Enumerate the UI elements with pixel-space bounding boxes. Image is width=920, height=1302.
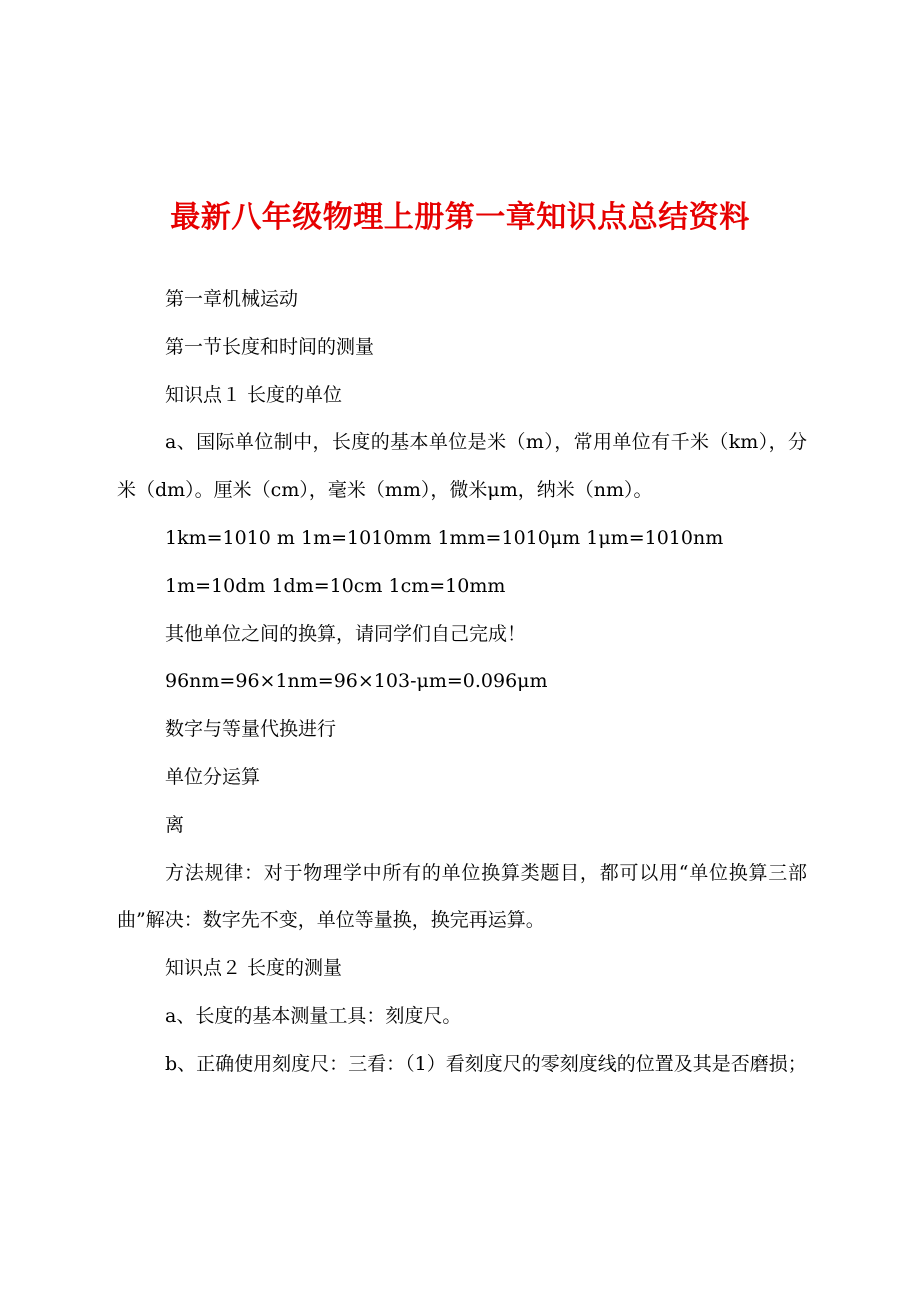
paragraph-knowledge-point-2: 知识点２ 长度的测量 bbox=[165, 957, 343, 980]
paragraph-annotation-1: 数字与等量代换进行 bbox=[165, 718, 337, 741]
paragraph-example: 96nm=96×1nm=96×103-μm=0.096μm bbox=[165, 670, 548, 693]
paragraph-knowledge-point-1: 知识点１ 长度的单位 bbox=[165, 383, 343, 406]
document-body bbox=[117, 276, 807, 1089]
paragraph-section-heading: 第一节长度和时间的测量 bbox=[165, 335, 375, 358]
document-title: 最新八年级物理上册第一章知识点总结资料 bbox=[170, 200, 750, 235]
paragraph-annotation-3: 离 bbox=[165, 813, 185, 836]
paragraph-measuring-tool: a、长度的基本测量工具：刻度尺。 bbox=[165, 1004, 462, 1027]
paragraph-exercise-note: 其他单位之间的换算，请同学们自己完成！ bbox=[165, 622, 527, 645]
paragraph-conversion-2: 1m=10dm 1dm=10cm 1cm=10mm bbox=[165, 574, 506, 597]
paragraph-conversion-1: 1km=1010 m 1m=1010mm 1mm=1010μm 1μm=1010nm bbox=[165, 526, 724, 549]
paragraph-annotation-2: 单位分运算 bbox=[165, 765, 261, 788]
paragraph-ruler-usage: b、正确使用刻度尺：三看：（1）看刻度尺的零刻度线的位置及其是否磨损； bbox=[165, 1052, 807, 1075]
paragraph-method-rule: 方法规律：对于物理学中所有的单位换算类题目，都可以用“单位换算三部曲”解决：数字先不变，单位等量换，换完再运算。 bbox=[117, 861, 807, 932]
paragraph-chapter-heading: 第一章机械运动 bbox=[165, 288, 299, 310]
paragraph-unit-definition: a、国际单位制中，长度的基本单位是米（m），常用单位有千米（km），分米（dm）。厘米（cm），毫米（mm），微米μm，纳米（nm）。 bbox=[117, 431, 807, 502]
